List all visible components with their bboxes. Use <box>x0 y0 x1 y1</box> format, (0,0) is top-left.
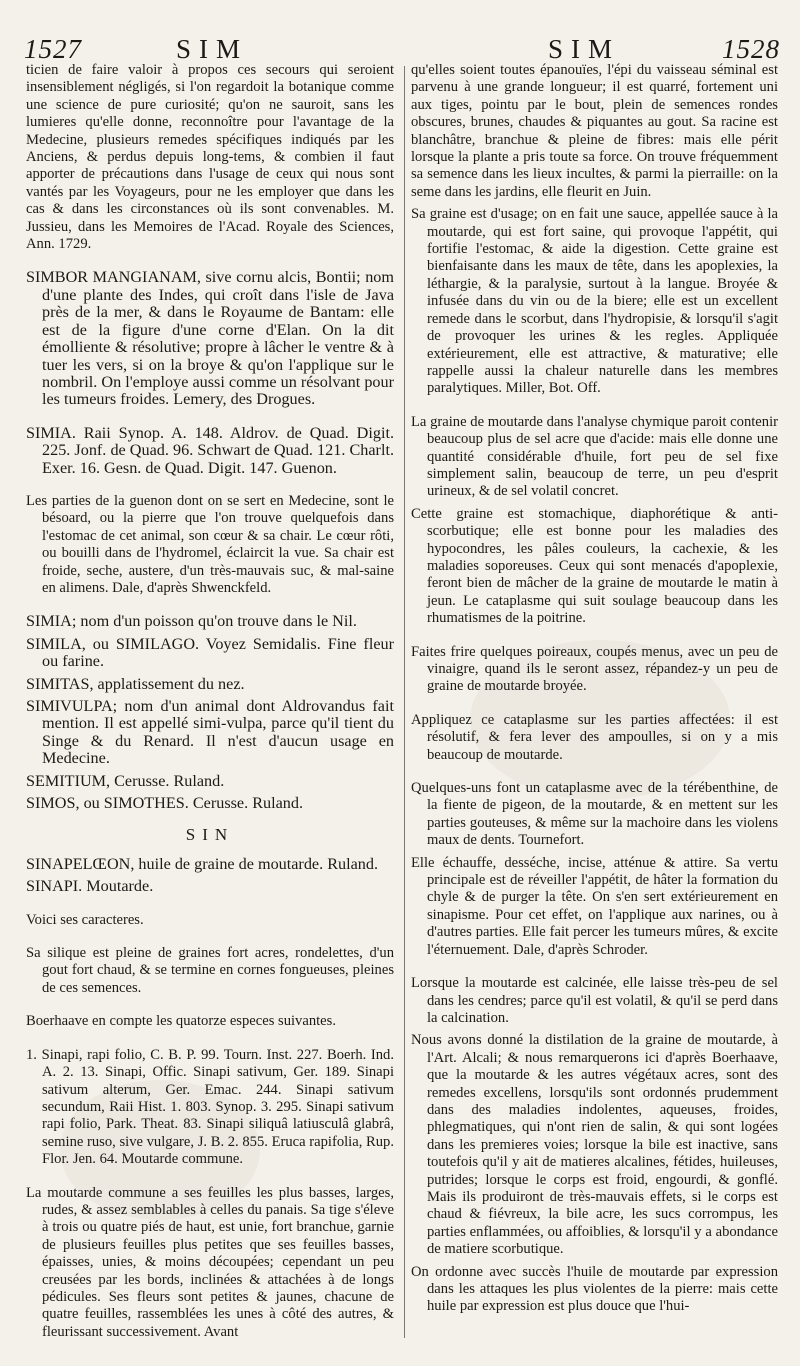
paragraph-graine-usage: Sa graine est d'usage; on en fait une sauce, appellée sauce à la moutarde, qui est fort saine, qui provoque l'appétit, qui fortifie l'estomac, & aide la digestion. Cette graine est bienfaisante dans les maux de tête, dans les apoplexies, la léthargie, & la paralysie, surtout à la langue. Broyée & infusée dans du vin ou de la biere; elle est un excellent remede dans le scorbut, dans l'hydropisie, & lorsqu'il s'agit de provoquer les urines & les regles. Appliquée extérieurement, elle est attractive, & maturative; elle rappelle aussi la chaleur naturelle dans les membres paralytiques. Miller, Bot. Off. <box>411 206 778 397</box>
paragraph-jussieu-continuation: ticien de faire valoir à propos ces secours qui seroient insensiblement négligés, si l'on regardoit la botanique comme une science de pure curiosité; qu'on ne sauroit, sans les lumieres qu'elle donne, reconnoître pour l'avantage de la Medecine, plusieurs remedes spécifiques indiqués par les Anciens, & perdus depuis long-tems, & combien il faut apporter de précautions dans l'usage de ceux qui nous sont vantés par les Voyageurs, pour ne les employer que dans les cas & dans les circonstances où ils sont convenables. M. Jussieu, dans les Memoires de l'Acad. Royale des Sciences, Ann. 1729. <box>26 62 394 253</box>
right-running-head: SIM <box>548 34 621 64</box>
section-heading-sin: SIN <box>185 825 235 845</box>
entry-simivulpa: SIMIVULPA; nom d'un animal dont Aldrovandus fait mention. Il est appellé simi-vulpa, parce qu'il tient du Singe & du Renard. Il n'est d'aucun usage en Medecine. <box>26 697 394 768</box>
entry-simbor-mangianam: SIMBOR MANGIANAM, sive cornu alcis, Bontii; nom d'une plante des Indes, qui croît dans l'isle de Java près de la mer, & dans le Royaume de Bantam: elle est de la figure d'une corne d'Elan. On la dit émolliente & résolutive; propre à lâcher le ventre & à tuer les vers, si on la broye & qu'on l'applique sur le nombril. On l'employe aussi comme un résolvant pour les tumeurs froides. Lemery, des Drogues. <box>26 268 394 409</box>
paragraph-silique: Sa silique est pleine de graines fort acres, rondelettes, d'un gout fort chaud, & se termine en cornes fongueuses, pleines de ces semences. <box>26 945 394 996</box>
paragraph-boerhaave-especes: Boerhaave en compte les quatorze especes suivantes. <box>26 1013 336 1030</box>
right-column <box>411 62 778 1321</box>
paragraph-echauffe: Elle échauffe, desséche, incise, atténue & attire. Sa vertu principale est de réveiller l'appétit, de hâter la formation du chyle & de purger la tête. On s'en sert extérieurement en sinapisme. Pour cet effet, on l'applique aux narines, ou à d'autres parties. Elle fait percer les tumeurs mûres, & excite l'éternuement. Dale, d'après Schroder. <box>411 854 778 958</box>
paragraph-calcination: Lorsque la moutarde est calcinée, elle laisse très-peu de sel dans les cendres; parce qu'il est volatil, & qu'il se perd dans la calcination. <box>411 975 778 1026</box>
entry-semitium: SEMITIUM, Cerusse. Ruland. <box>26 771 225 790</box>
paragraph-cataplasme: Appliquez ce cataplasme sur les parties affectées: il est résolutif, & fera lever des ampoulles, si on y a mis beaucoup de moutarde. <box>411 711 778 763</box>
paragraph-distilation: Nous avons donné la distilation de la graine de moutarde, à l'Art. Alcali; & nous remarquerons ici d'après Boerhaave, que la moutarde & les autres végétaux acres, sont des remedes excellens, lorsqu'ils sont ordonnés prudemment dans des maladies indolentes, aqueuses, froides, phlegmatiques, qui n'ont rien de salin, & qui sont logées dans les premieres voies; lorsque la bile est inactive, sans toutefois qu'il y ait de matieres alcalines, fétides, huileuses, putrides; lorsque le corps est froid, engourdi, & gonflé. Mais ils produiront de très-mauvais effets, si le corps est chaud & fiévreux, la bile acre, les sucs corrompus, les parties enflammées, ou affoiblies, & lorsqu'il y a abondance de matiere scorbutique. <box>411 1032 778 1258</box>
entry-sinapeloeon: SINAPELŒON, huile de graine de moutarde. Ruland. <box>26 854 379 873</box>
entry-simia-synonyms: SIMIA. Raii Synop. A. 148. Aldrov. de Quad. Digit. 225. Jonf. de Quad. 96. Schwart de Quad. 121. Charlt. Exer. 16. Gesn. de Quad. Digit. 147. Guenon. <box>26 423 394 477</box>
entry-simia-fish: SIMIA; nom d'un poisson qu'on trouve dans le Nil. <box>26 612 357 631</box>
paragraph-analyse-chymique: La graine de moutarde dans l'analyse chymique paroit contenir beaucoup plus de sel acre que d'acide: mais elle donne une quantité considérable d'huile, fort peu de sel fixe simplement salin, beaucoup de terre, un peu d'esprit urineux, & de sel volatil concret. <box>411 413 778 500</box>
entry-sinapi: SINAPI. Moutarde. <box>26 877 154 896</box>
paragraph-recette-poireaux: Faites frire quelques poireaux, coupés menus, avec un peu de vinaigre, quand ils le seront assez, répandez-y un peu de graine de moutarde broyée. <box>411 643 778 695</box>
paragraph-caracteres: Voici ses caracteres. <box>26 911 144 928</box>
paragraph-guenon-parts: Les parties de la guenon dont on se sert en Medecine, sont le bésoard, ou la pierre que l'on trouve quelquefois dans l'estomac de cet animal, son cœur & sa chair. Le cœur rôti, ou bouilli dans de l'hydromel, éclaircit la vue. Sa chair est froide, seche, austere, d'un très-mauvais suc, & mal-saine en alimens. Dale, d'après Shwenckfeld. <box>26 492 394 596</box>
left-column <box>26 62 394 1346</box>
entry-simila: SIMILA, ou SIMILAGO. Voyez Semidalis. Fine fleur ou farine. <box>26 634 394 671</box>
left-running-head: SIM <box>176 34 249 64</box>
entry-simitas: SIMITAS, applatissement du nez. <box>26 674 245 693</box>
paragraph-stomachique: Cette graine est stomachique, diaphorétique & anti-scorbutique; elle est bonne pour les maladies des hypocondres, les pâles couleurs, la cachexie, & les maladies soporeuses. Ceux qui sont menacés d'apoplexie, feront bien de mâcher de la graine de moutarde le matin à jeun. Le cataplasme qui suit soulage beaucoup dans les rhumatismes de la poitrine. <box>411 505 778 627</box>
right-page-number: 1528 <box>722 34 780 64</box>
entry-simos: SIMOS, ou SIMOTHES. Cerusse. Ruland. <box>26 794 303 813</box>
species-list-item-1: 1. Sinapi, rapi folio, C. B. P. 99. Tourn. Inst. 227. Boerh. Ind. A. 2. 13. Sinapi, Offic. Sinapi sativum, Ger. 189. Sinapi sativum alterum, Ger. Emac. 244. Sinapi sativum secundum, Raii Hist. 1. 803. Synop. 3. 295. Sinapi sativum rapi folio, Park. Theat. 83. Sinapi siliquâ latiusculâ glabrâ, semine ruso, sive vulgare, J. B. 2. 855. Eruca rapifolia, Rup. Flor. Jen. 64. Moutarde commune. <box>26 1046 394 1168</box>
column-divider <box>404 66 405 1338</box>
paragraph-terebenthine: Quelques-uns font un cataplasme avec de la térébenthine, de la fiente de pigeon, de la moutarde, & en mettent sur les parties gouteuses, & même sur la machoire dans les violens maux de dents. Tournefort. <box>411 780 778 849</box>
paragraph-moutarde-commune: La moutarde commune a ses feuilles les plus basses, larges, rudes, & assez semblables à celles du panais. Sa tige s'éleve à trois ou quatre piés de haut, est unie, fort branchue, garnie de plusieurs feuilles plus petites que ses feuilles basses, épaisses, unies, & moins découpées; cependant un peu creusées par les bords, inclinées & attachées à de longs pédicules. Ses fleurs sont petites & jaunes, chacune de quatre feuilles, rassemblées les unes à côté des autres, & fleurissant successivement. Avant <box>26 1184 394 1340</box>
paragraph-epi-continuation: qu'elles soient toutes épanouïes, l'épi du vaisseau séminal est parvenu à une grande longueur; il est quarré, fortement uni aux tiges, pointu par le bout, plein de semences rondes obscures, brunes, chaudes & piquantes au gout. Sa racine est blanchâtre, branchue & pleine de fibres: mais elle périt lorsque la plante a pris toute sa force. On trouve fréquemment sa semence dans les lieux incultes, & parmi la pierraille: on la seme dans les jardins, elle fleurit en Juin. <box>411 62 778 200</box>
paragraph-huile-moutarde: On ordonne avec succès l'huile de moutarde par expression dans les attaques les plus violentes de la pierre: mais cette huile par expression est plus douce que l'hui- <box>411 1263 778 1315</box>
left-page-number: 1527 <box>24 34 82 64</box>
